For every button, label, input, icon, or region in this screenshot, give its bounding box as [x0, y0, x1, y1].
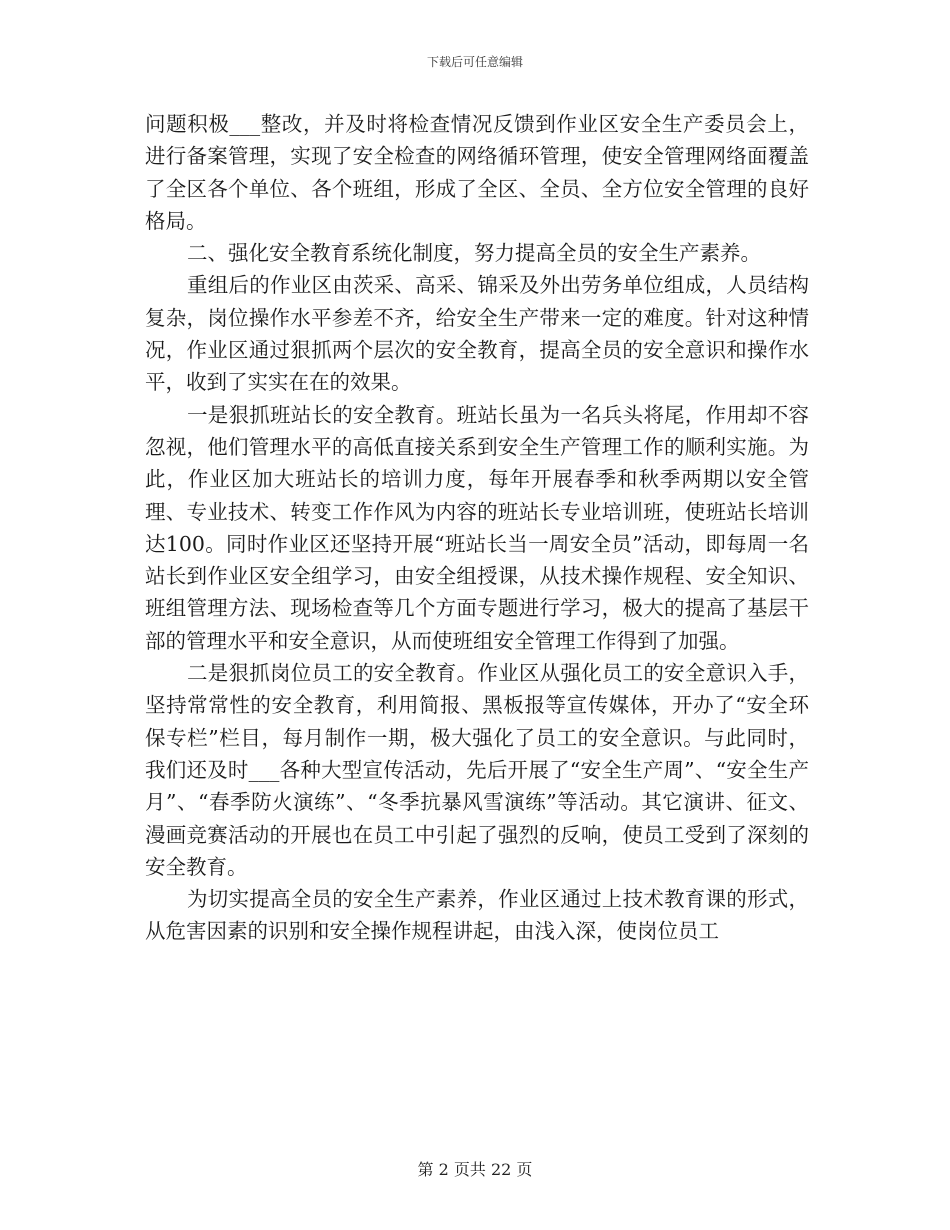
- page-number: 第 2 页共 22 页: [417, 1160, 533, 1179]
- section-heading: 二、强化安全教育系统化制度，努力提高全员的安全生产素养。: [187, 241, 762, 266]
- paragraph: 二是狠抓岗位员工的安全教育。作业区从强化员工的安全意识入手，坚持常常性的安全教育，利用简报、黑板报等宣传媒体，开办了“安全环保专栏”栏目，每月制作一期，极大强化了员工的安全意识。与此同时，我们还及时___各种大型宣传活动，先后开展了“安全生产周”、“安全生产月”、“春季防火演练”、“冬季抗暴风雪演练”等活动。其它演讲、征文、漫画竞赛活动的开展也在员工中引起了强烈的反响，使员工受到了深刻的安全教育。: [145, 661, 809, 879]
- document-body: [145, 108, 809, 948]
- paragraph: 重组后的作业区由茨采、高采、锦采及外出劳务单位组成，人员结构复杂，岗位操作水平参差不齐，给安全生产带来一定的难度。针对这种情况，作业区通过狠抓两个层次的安全教育，提高全员的安全意识和操作水平，收到了实实在在的效果。: [145, 273, 809, 395]
- page-header-note: 下载后可任意编辑: [426, 55, 523, 69]
- paragraph: 问题积极___整改，并及时将检查情况反馈到作业区安全生产委员会上，进行备案管理，实现了安全检查的网络循环管理，使安全管理网络面覆盖了全区各个单位、各个班组，形成了全区、全员、全方位安全管理的良好格局。: [145, 112, 809, 233]
- paragraph: 一是狠抓班站长的安全教育。班站长虽为一名兵头将尾，作用却不容忽视，他们管理水平的高低直接关系到安全生产管理工作的顺利实施。为此，作业区加大班站长的培训力度，每年开展春季和秋季两期以安全管理、专业技术、转变工作作风为内容的班站长专业培训班，使班站长培训达100。同时作业区还坚持开展“班站长当一周安全员”活动，即每周一名站长到作业区安全组学习，由安全组授课，从技术操作规程、安全知识、班组管理方法、现场检查等几个方面专题进行学习，极大的提高了基层干部的管理水平和安全意识，从而使班组安全管理工作得到了加强。: [145, 402, 809, 653]
- paragraph: 为切实提高全员的安全生产素养，作业区通过上技术教育课的形式，从危害因素的识别和安全操作规程讲起，由浅入深，使岗位员工: [145, 887, 809, 944]
